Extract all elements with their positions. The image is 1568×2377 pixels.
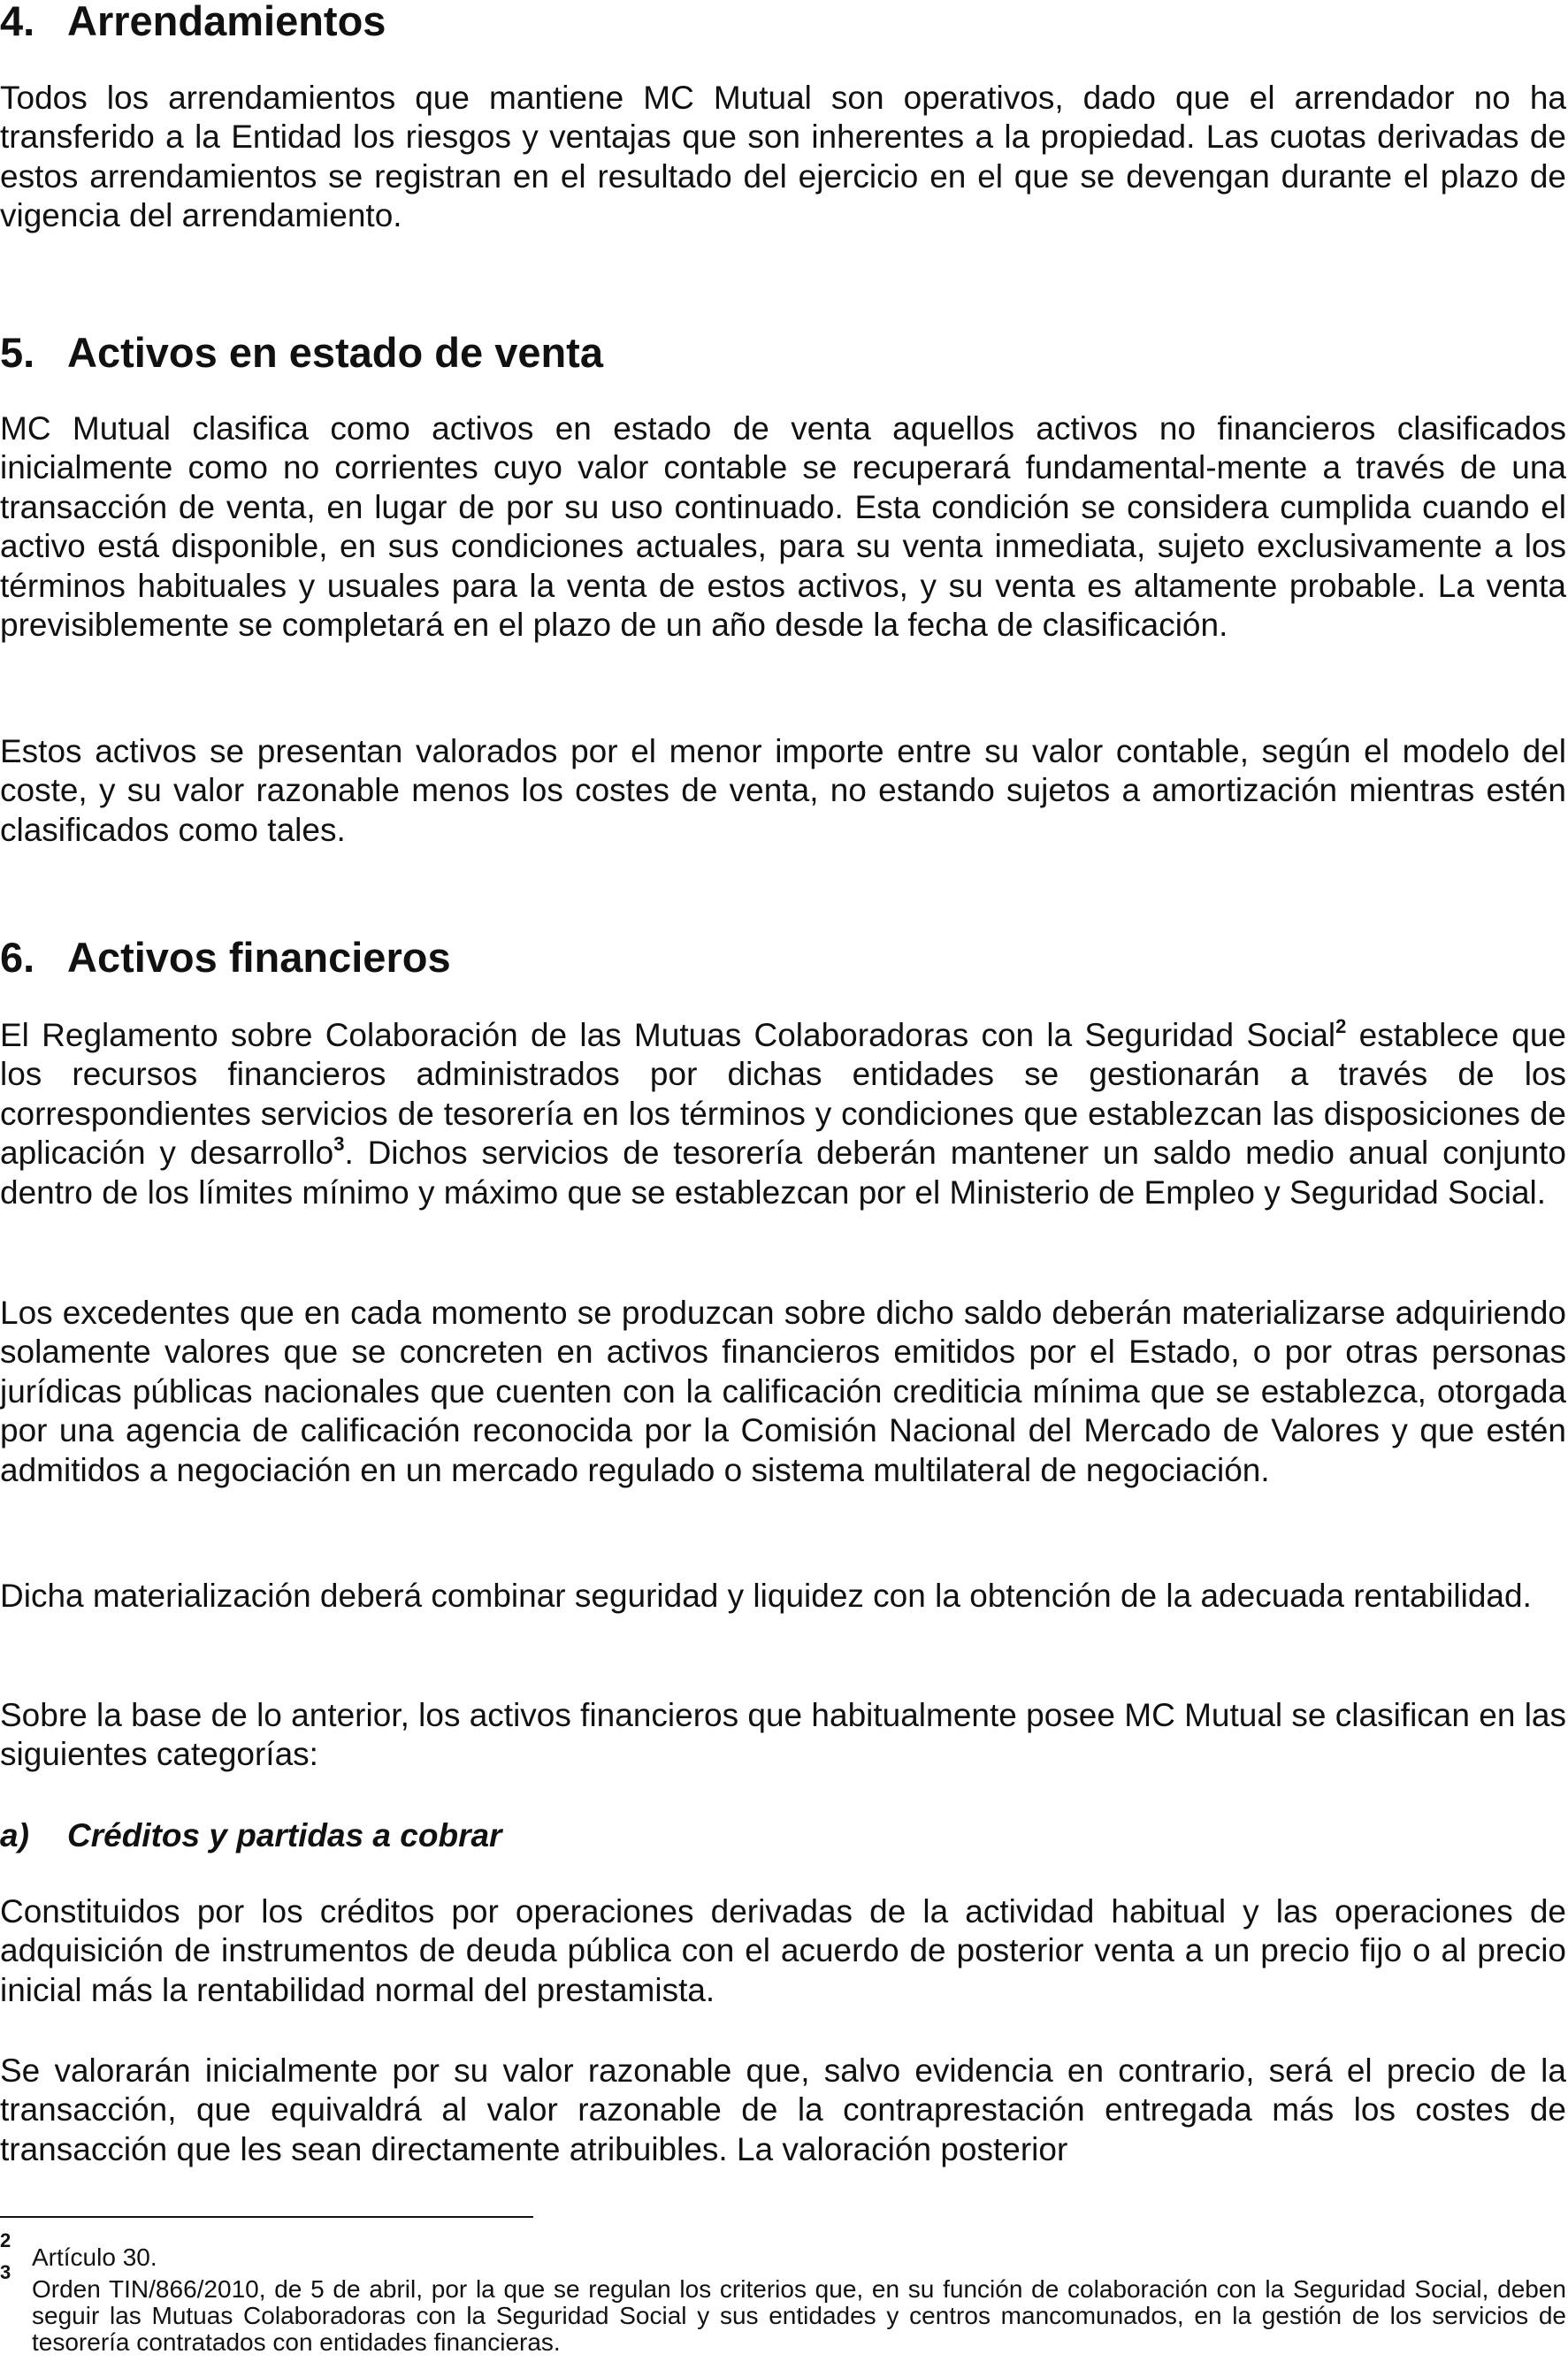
section-number: 6. [0,934,35,981]
paragraph: Se valorarán inicialmente por su valor razonable que, salvo evidencia en contrario, será el precio de la transacción, que equivaldrá al valor razonable de la contraprestación entregada más los costes de transacción que les sean directamente atribuibles. La valoración posterior [0,2052,1566,2167]
footnote-text: Artículo 30. [32,2243,157,2271]
section-6-heading [0,934,451,981]
paragraph: Sobre la base de lo anterior, los activos financieros que habitualmente posee MC Mutual se clasifican en las siguientes categorías: [0,1697,1566,1773]
paragraph: Estos activos se presentan valorados por el menor importe entre su valor contable, según el modelo del coste, y su valor razonable menos los costes de venta, no estando sujetos a amortización mientras estén clasificados como tales. [0,733,1566,848]
subsection-heading [0,1819,501,1852]
paragraph: Constituidos por los créditos por operaciones derivadas de la actividad habitual y las operaciones de adquisición de instrumentos de deuda pública con el acuerdo de posterior venta a un precio fijo o al precio inicial más la rentabilidad normal del prestamista. [0,1893,1566,2008]
paragraph [0,1016,1566,1212]
section-5-heading [0,329,603,376]
subsection-label: a) [0,1817,29,1853]
footnote: 3 Orden TIN/866/2010, de 5 de abril, por la que se regulan los criterios que, en su función de colaboración con la Seguridad Social, deben seguir las Mutuas Colaboradoras con la Seguridad Social y sus entidades y centros mancomunados, en la gestión de los servicios de tesorería contratados con entidades financieras. [0,2261,1566,2356]
paragraph-text: . Dichos servicios de tesorería deberán mantener un saldo medio anual conjunto dentro de los límites mínimo y máximo que se establezcan por el Ministerio de Empleo y Seguridad Social. [0,1135,1566,1211]
footnote-text: Orden TIN/866/2010, de 5 de abril, por la que se regulan los criterios que, en su función de colaboración con la Seguridad Social, deben seguir las Mutuas Colaboradoras con la Seguridad Social y sus entidades y centros mancomunados, en la gestión de los servicios de tesorería contratados con entidades financieras. [32,2275,1566,2356]
paragraph: Los excedentes que en cada momento se produzcan sobre dicho saldo deberán materializarse adquiriendo solamente valores que se concreten en activos financieros emitidos por el Estado, o por otras personas jurídicas públicas nacionales que cuenten con la calificación crediticia mínima que se establezca, otorgada por una agencia de calificación reconocida por la Comisión Nacional del Mercado de Valores y que estén admitidos a negociación en un mercado regulado o sistema multilateral de negociación. [0,1295,1566,1488]
paragraph-text: El Reglamento sobre Colaboración de las Mutuas Colaboradoras con la Seguridad Social [0,1017,1336,1053]
section-number: 5. [0,329,35,376]
section-title: Activos en estado de venta [67,329,603,376]
section-number: 4. [0,0,35,44]
paragraph: Todos los arrendamientos que mantiene MC Mutual son operativos, dado que el arrendador no ha transferido a la Entidad los riesgos y ventajas que son inherentes a la propiedad. Las cuotas derivadas de estos arrendamientos se registran en el resultado del ejercicio en el que se devengan durante el plazo de vigencia del arrendamiento. [0,80,1566,234]
section-title: Arrendamientos [67,0,386,44]
footnote: 2 Artículo 30. [0,2244,1566,2271]
footnote-separator [0,2216,533,2218]
footnote-reference: 2 [1335,1015,1347,1037]
paragraph-text: establece que los recursos financieros administrados por dichas entidades se gestionarán a través de los correspondientes servicios de tesorería en los términos y condiciones que establezcan las disposiciones de aplicación y desarrollo [0,1017,1566,1172]
subsection-title: Créditos y partidas a cobrar [67,1817,502,1853]
section-title: Activos financieros [67,934,451,981]
paragraph: MC Mutual clasifica como activos en estado de venta aquellos activos no financieros clasificados inicialmente como no corrientes cuyo valor contable se recuperará fundamental-mente a través de una transacción de venta, en lugar de por su uso continuado. Esta condición se considera cumplida cuando el activo está disponible, en sus condiciones actuales, para su venta inmediata, sujeto exclusivamente a los términos habituales y usuales para la venta de estos activos, y su venta es altamente probable. La venta previsiblemente se completará en el plazo de un año desde la fecha de clasificación. [0,410,1566,644]
section-4-heading [0,0,386,42]
footnote-reference: 3 [333,1133,345,1156]
paragraph: Dicha materialización deberá combinar seguridad y liquidez con la obtención de la adecuada rentabilidad. [0,1578,1532,1614]
